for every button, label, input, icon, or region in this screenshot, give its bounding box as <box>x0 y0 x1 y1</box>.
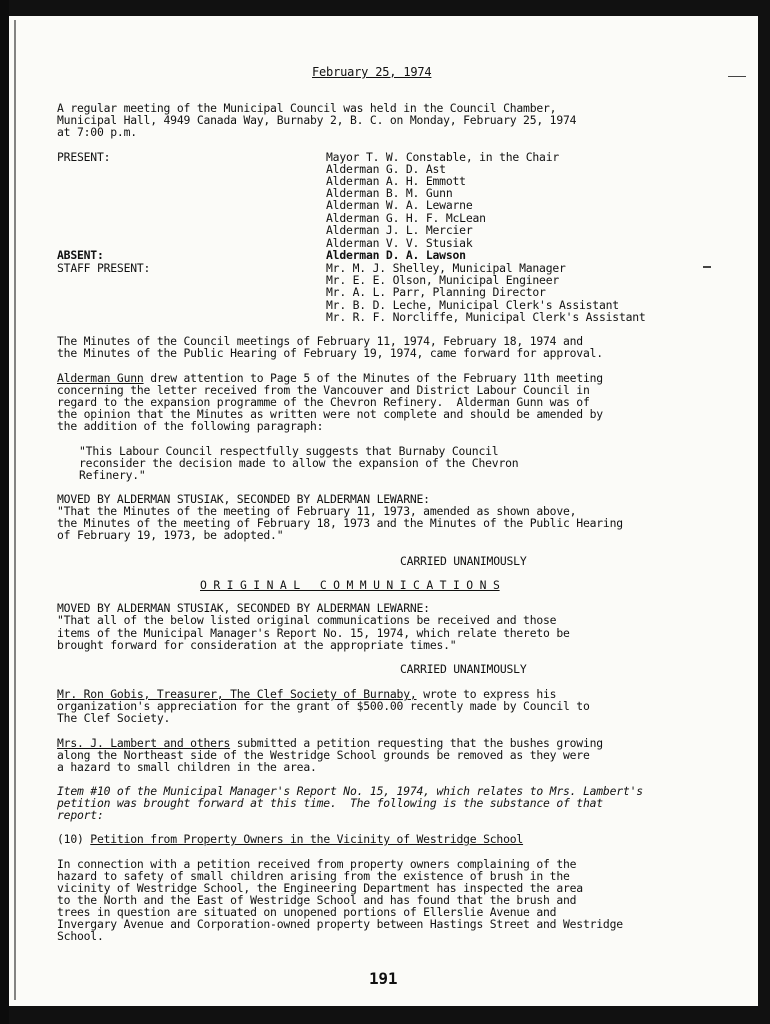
staff-member: Mr. M. J. Shelley, Municipal Manager <box>326 261 566 275</box>
intro-line: Municipal Hall, 4949 Canada Way, Burnaby 2, B. C. on Monday, February 25, 1974 <box>57 113 577 127</box>
lambert-paragraph-line: a hazard to small children in the area. <box>57 760 317 774</box>
item-paragraph-line: petition was brought forward at this time. The following is the substance of that <box>57 796 603 810</box>
lambert-paragraph-line: Mrs. J. Lambert and others submitted a petition requesting that the bushes growing <box>57 736 603 750</box>
motion-line: brought forward for consideration at the appropriate times." <box>57 638 457 652</box>
absent-label: ABSENT: <box>57 248 104 262</box>
gobis-paragraph-line: The Clef Society. <box>57 711 171 725</box>
attendee: Alderman A. H. Emmott <box>326 174 466 188</box>
motion-line: "That the Minutes of the meeting of February 11, 1973, amended as shown above, <box>57 504 577 518</box>
intro-line: at 7:00 p.m. <box>57 125 137 139</box>
gunn-paragraph-line: Alderman Gunn drew attention to Page 5 of the Minutes of the February 11th meeting <box>57 371 603 385</box>
quote-line: Refinery." <box>79 468 146 482</box>
motion-line: "That all of the below listed original communications be received and those <box>57 613 557 627</box>
page-number: 191 <box>369 969 398 988</box>
attendee: Alderman J. L. Mercier <box>326 223 473 237</box>
petition-paragraph-line: In connection with a petition received from property owners complaining of the <box>57 857 577 871</box>
staff-member: Mr. E. E. Olson, Municipal Engineer <box>326 273 560 287</box>
gobis-paragraph-line: organization's appreciation for the grant of $500.00 recently made by Council to <box>57 699 590 713</box>
petition-paragraph-line: trees in question are situated on unopened portions of Ellerslie Avenue and <box>57 905 557 919</box>
gunn-paragraph-line: the opinion that the Minutes as written were not complete and should be amended by <box>57 407 603 421</box>
attendee: Alderman G. D. Ast <box>326 162 446 176</box>
motion-line: MOVED BY ALDERMAN STUSIAK, SECONDED BY ALDERMAN LEWARNE: <box>57 601 430 615</box>
gunn-paragraph-line: concerning the letter received from the Vancouver and District Labour Council in <box>57 383 590 397</box>
scan-mark <box>703 266 711 268</box>
motion-line: MOVED BY ALDERMAN STUSIAK, SECONDED BY ALDERMAN LEWARNE: <box>57 492 430 506</box>
item-paragraph-line: Item #10 of the Municipal Manager's Report No. 15, 1974, which relates to Mrs. Lambert's <box>57 784 643 798</box>
quote-line: "This Labour Council respectfully suggests that Burnaby Council <box>79 444 499 458</box>
gunn-paragraph-line: regard to the expansion programme of the Chevron Refinery. Alderman Gunn was of <box>57 395 590 409</box>
attendee: Alderman B. M. Gunn <box>326 186 453 200</box>
petition-paragraph-line: School. <box>57 929 104 943</box>
attendee: Alderman W. A. Lewarne <box>326 198 473 212</box>
lambert-paragraph-line: along the Northeast side of the Westridge School grounds be removed as they were <box>57 748 590 762</box>
attendee: Alderman V. V. Stusiak <box>326 236 473 250</box>
carried-status: CARRIED UNANIMOUSLY <box>400 554 527 568</box>
staff-member: Mr. B. D. Leche, Municipal Clerk's Assistant <box>326 298 619 312</box>
gobis-paragraph-line: Mr. Ron Gobis, Treasurer, The Clef Society of Burnaby, wrote to express his <box>57 687 557 701</box>
attendee: Alderman G. H. F. McLean <box>326 211 486 225</box>
gobis-name: Mr. Ron Gobis, Treasurer, The Clef Society of Burnaby, <box>57 687 417 701</box>
date-heading: February 25, 1974 <box>312 65 432 79</box>
item-paragraph-line: report: <box>57 808 104 822</box>
minutes-paragraph-line: The Minutes of the Council meetings of February 11, 1974, February 18, 1974 and <box>57 334 583 348</box>
intro-line: A regular meeting of the Municipal Council was held in the Council Chamber, <box>57 101 557 115</box>
quote-line: reconsider the decision made to allow the expansion of the Chevron <box>79 456 519 470</box>
motion-line: items of the Municipal Manager's Report No. 15, 1974, which relate thereto be <box>57 626 570 640</box>
present-label: PRESENT: <box>57 150 111 164</box>
gunn-name: Alderman Gunn <box>57 371 144 385</box>
lambert-name: Mrs. J. Lambert and others <box>57 736 231 750</box>
motion-line: of February 19, 1973, be adopted." <box>57 528 284 542</box>
petition-paragraph-line: hazard to safety of small children arising from the existence of brush in the <box>57 869 570 883</box>
attendee: Mayor T. W. Constable, in the Chair <box>326 150 560 164</box>
motion-line: the Minutes of the meeting of February 18, 1973 and the Minutes of the Public Hearing <box>57 516 623 530</box>
petition-paragraph-line: Invergary Avenue and Corporation-owned property between Hastings Street and Westridge <box>57 917 623 931</box>
section-heading: O R I G I N A L C O M M U N I C A T I O N S <box>200 578 500 592</box>
scan-mark <box>728 76 746 77</box>
carried-status: CARRIED UNANIMOUSLY <box>400 662 527 676</box>
item-heading: (10) Petition from Property Owners in the Vicinity of Westridge School <box>57 832 524 846</box>
staff-member: Mr. R. F. Norcliffe, Municipal Clerk's Assistant <box>326 310 646 324</box>
item-title: Petition from Property Owners in the Vicinity of Westridge School <box>90 832 524 846</box>
absent-member: Alderman D. A. Lawson <box>326 248 466 262</box>
staff-member: Mr. A. L. Parr, Planning Director <box>326 285 546 299</box>
scan-left-border <box>0 0 9 1024</box>
scan-binding-line <box>14 20 16 1000</box>
petition-paragraph-line: to the North and the East of Westridge School and has found that the brush and <box>57 893 577 907</box>
petition-paragraph-line: vicinity of Westridge School, the Engineering Department has inspected the area <box>57 881 583 895</box>
staff-present-label: STAFF PRESENT: <box>57 261 151 275</box>
minutes-paragraph-line: the Minutes of the Public Hearing of February 19, 1974, came forward for approval. <box>57 346 603 360</box>
gunn-paragraph-line: the addition of the following paragraph: <box>57 419 324 433</box>
